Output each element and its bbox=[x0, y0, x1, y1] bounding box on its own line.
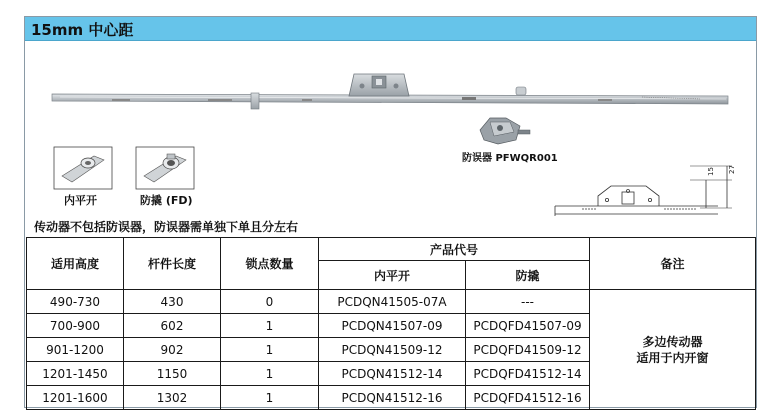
col-header-rod-length: 杆件长度 bbox=[124, 238, 221, 290]
cell-anti-pry-code: PCDQFD41507-09 bbox=[466, 314, 590, 338]
cell-inward-code: PCDQN41512-16 bbox=[319, 386, 466, 410]
cell-lock-points: 1 bbox=[221, 338, 319, 362]
inward-option-thumbnail bbox=[54, 147, 112, 189]
dimension-label-15: 15 bbox=[707, 167, 715, 176]
table-row bbox=[27, 290, 756, 314]
cell-inward-code: PCDQN41512-14 bbox=[319, 362, 466, 386]
cell-inward-code: PCDQN41509-12 bbox=[319, 338, 466, 362]
remark-line-2: 适用于内开窗 bbox=[636, 350, 709, 365]
col-header-product-code: 产品代号 bbox=[319, 238, 590, 261]
cell-remark bbox=[590, 290, 756, 410]
cell-anti-pry-code: PCDQFD41512-16 bbox=[466, 386, 590, 410]
anti-misoperation-caption: 防误器 PFWQR001 bbox=[462, 153, 558, 164]
cell-lock-points: 1 bbox=[221, 314, 319, 338]
inward-option-label: 内平开 bbox=[64, 194, 97, 207]
cell-height: 1201-1600 bbox=[27, 386, 124, 410]
cell-rod-length: 1302 bbox=[124, 386, 221, 410]
page-title: 15mm 中心距 bbox=[31, 21, 134, 39]
cell-inward-code: PCDQN41507-09 bbox=[319, 314, 466, 338]
cell-lock-points: 0 bbox=[221, 290, 319, 314]
cell-anti-pry-code: PCDQFD41509-12 bbox=[466, 338, 590, 362]
cell-anti-pry-code: PCDQFD41512-14 bbox=[466, 362, 590, 386]
dimension-label-27: 27 bbox=[728, 165, 736, 174]
cell-anti-pry-code: --- bbox=[466, 290, 590, 314]
cell-height: 901-1200 bbox=[27, 338, 124, 362]
cell-lock-points: 1 bbox=[221, 362, 319, 386]
cell-lock-points: 1 bbox=[221, 386, 319, 410]
cell-height: 1201-1450 bbox=[27, 362, 124, 386]
cell-height: 490-730 bbox=[27, 290, 124, 314]
col-header-remark: 备注 bbox=[590, 238, 756, 290]
transmission-rod bbox=[52, 74, 728, 109]
cell-rod-length: 602 bbox=[124, 314, 221, 338]
cell-rod-length: 430 bbox=[124, 290, 221, 314]
remark-line-1: 多边传动器 bbox=[642, 334, 703, 349]
col-header-lock-points: 锁点数量 bbox=[221, 238, 319, 290]
anti-pry-option-label: 防撬 (FD) bbox=[140, 194, 193, 207]
col-header-height: 适用高度 bbox=[27, 238, 124, 290]
product-spec-table bbox=[26, 237, 756, 410]
cell-rod-length: 902 bbox=[124, 338, 221, 362]
cell-inward-code: PCDQN41505-07A bbox=[319, 290, 466, 314]
col-header-anti-pry: 防撬 bbox=[466, 261, 590, 290]
order-note: 传动器不包括防误器，防误器需单独下单且分左右 bbox=[34, 220, 299, 234]
cell-height: 700-900 bbox=[27, 314, 124, 338]
technical-drawing bbox=[555, 166, 732, 216]
cell-rod-length: 1150 bbox=[124, 362, 221, 386]
anti-pry-option-thumbnail bbox=[136, 147, 194, 189]
col-header-inward: 内平开 bbox=[319, 261, 466, 290]
anti-misoperation-device-image bbox=[480, 118, 530, 144]
